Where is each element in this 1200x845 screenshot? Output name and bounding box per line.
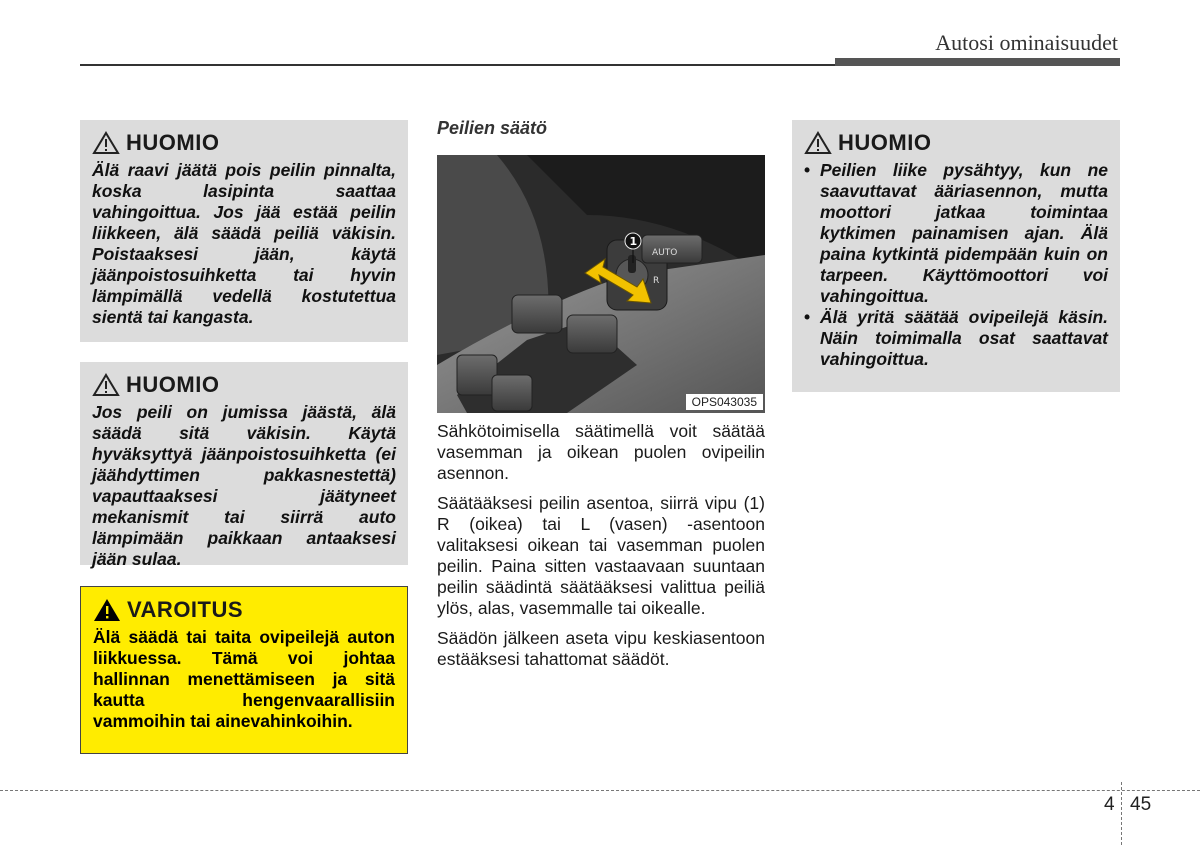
mirror-switch-figure — [437, 155, 765, 413]
caution-box-ice-scraping — [80, 120, 408, 342]
paragraph: Säätääksesi peilin asentoa, siirrä vipu (1) R (oikea) tai L (vasen) -asentoon valitaksesi oikean tai vasemman puolen peilin. Paina sitten vastaavaan suuntaan peilin säädintä säätääksesi valittua peiliä ylös, alas, vasemmalle tai oikealle. — [437, 493, 765, 618]
figure-code: OPS043035 — [686, 394, 763, 410]
footer-divider — [1121, 782, 1122, 845]
caution-box-mirror-motor — [792, 120, 1120, 392]
caution-header — [92, 372, 396, 398]
body-text — [437, 421, 765, 679]
caution-header — [92, 130, 396, 156]
door-panel-illustration — [437, 155, 765, 413]
auto-label: AUTO — [652, 248, 678, 258]
warning-title: VAROITUS — [127, 597, 244, 622]
warning-header — [93, 597, 395, 623]
paragraph: Säädön jälkeen aseta vipu keskiasentoon estääksesi tahattomat säädöt. — [437, 628, 765, 669]
warning-triangle-icon — [804, 131, 832, 155]
warning-triangle-icon — [92, 373, 120, 397]
footer-rule — [0, 790, 1200, 791]
page-number: 45 — [1130, 794, 1152, 815]
section-title: Peilien säätö — [437, 118, 548, 138]
chapter-number: 4 — [1104, 794, 1115, 815]
caution-text: Älä raavi jäätä pois peilin pinnalta, koska lasipinta saattaa vahingoittua. Jos jää estää peilin liikkeen, älä säädä peiliä väkisin. Poistaaksesi jään, käytä jäänpoistosuihketta tai hyvin lämpimällä vedellä kostutettua sientä tai kangasta. — [92, 160, 396, 327]
caution-title: HUOMIO — [838, 130, 932, 155]
caution-title: HUOMIO — [126, 372, 220, 397]
callout-number: 1 — [629, 235, 638, 248]
caution-text: Jos peili on jumissa jäästä, älä säädä sitä väkisin. Käytä hyväksyttyä jäänpoistosuihketta (ei jäähdyttimen pakkasnestettä) vapauttaaksesi jäätyneet mekanismit tai siirrä auto lämpimään paikkaan antaaksesi jään sulaa. — [92, 402, 396, 569]
r-label: R — [653, 276, 660, 286]
list-item: • Peilien liike pysähtyy, kun ne saavuttavat ääriasennon, mutta moottori jatkaa toimintaa kytkimen painamisen ajan. Älä paina kytkintä pidempään kuin on tarpeen. Käyttömoottori voi vahingoittua. — [804, 160, 1108, 307]
list-item: • Älä yritä säätää ovipeilejä käsin. Näin toimimalla osat saattavat vahingoittua. — [804, 307, 1108, 370]
warning-text: Älä säädä tai taita ovipeilejä auton liikkuessa. Tämä voi johtaa hallinnan menettämiseen ja sitä kautta hengenvaarallisiin vammoihin tai ainevahinkoihin. — [93, 627, 395, 731]
caution-box-frozen-mirror — [80, 362, 408, 569]
caution-title: HUOMIO — [126, 130, 220, 155]
running-header: Autosi ominaisuudet — [935, 30, 1118, 55]
caution-list — [804, 160, 1108, 370]
warning-triangle-icon — [93, 598, 121, 622]
caution-header — [804, 130, 1108, 156]
paragraph: Sähkötoimisella säätimellä voit säätää vasemman ja oikean puolen ovipeilin asennon. — [437, 421, 765, 483]
warning-triangle-icon — [92, 131, 120, 155]
warning-box-folding — [80, 586, 408, 754]
header-bar — [835, 58, 1120, 66]
